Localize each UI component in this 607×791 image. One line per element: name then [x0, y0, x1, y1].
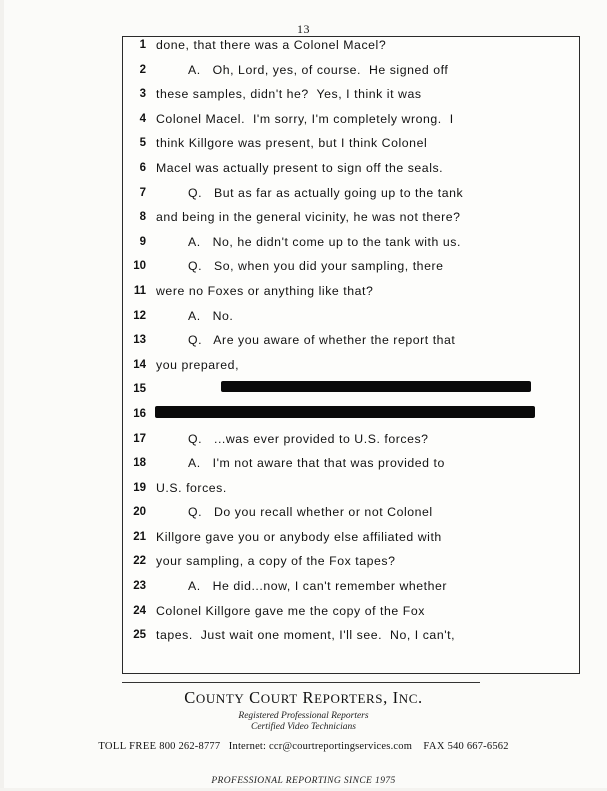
- transcript-line: [122, 307, 580, 332]
- reporting-company-name: [0, 688, 607, 708]
- line-number: 13: [133, 334, 146, 347]
- transcript-line: [122, 602, 580, 627]
- line-number: 7: [139, 186, 146, 199]
- transcript-line: [122, 356, 580, 381]
- line-number: 22: [133, 555, 146, 568]
- transcript-line: [122, 503, 580, 528]
- line-number: 4: [139, 112, 146, 125]
- transcript-line: [122, 159, 580, 184]
- company-name-part-5: R: [297, 688, 315, 707]
- transcript-line: [122, 233, 580, 258]
- transcript-line: [122, 110, 580, 135]
- fax-label: FAX: [423, 741, 445, 752]
- transcript-line: [122, 282, 580, 307]
- transcript-line: [122, 577, 580, 602]
- transcript-line: [122, 331, 580, 356]
- transcript-line: [122, 454, 580, 479]
- footer-divider: [122, 682, 480, 683]
- line-number: 19: [133, 481, 146, 494]
- line-number: 25: [133, 629, 146, 642]
- line-number: 11: [133, 284, 146, 297]
- line-text: these samples, didn't he? Yes, I think it was: [156, 87, 422, 102]
- page-number: 13: [297, 22, 310, 36]
- line-number: 16: [133, 407, 146, 420]
- document-footer: [0, 684, 607, 786]
- line-text: Q. So, when you did your sampling, there: [188, 259, 444, 274]
- line-number: 8: [139, 211, 146, 224]
- line-text: your sampling, a copy of the Fox tapes?: [156, 554, 396, 569]
- line-text: A. I'm not aware that that was provided to: [188, 456, 445, 471]
- line-text: Q. But as far as actually going up to the tank: [188, 185, 464, 200]
- line-text: Colonel Macel. I'm sorry, I'm completely wrong. I: [156, 111, 454, 126]
- fax-number: 540 667-6562: [447, 741, 509, 752]
- transcript-line: [122, 61, 580, 86]
- internet-label: Internet:: [228, 741, 267, 752]
- line-number: 23: [133, 580, 146, 593]
- line-text: A. He did...now, I can't remember whether: [188, 579, 448, 594]
- line-text: U.S. forces.: [156, 480, 227, 495]
- transcript-line: [122, 36, 580, 61]
- line-number: 6: [139, 161, 146, 174]
- email-address[interactable]: ccr@courtreportingservices.com: [269, 741, 413, 752]
- credential-line-2: Certified Video Technicians: [250, 722, 356, 732]
- line-text: and being in the general vicinity, he was not there?: [156, 210, 461, 225]
- redaction-bar-line-15: [155, 406, 535, 418]
- line-number: 18: [133, 457, 146, 470]
- line-text: were no Foxes or anything like that?: [156, 283, 374, 298]
- line-text: Colonel Killgore gave me the copy of the Fox: [156, 603, 425, 618]
- transcript-line: [122, 626, 580, 651]
- line-number: 12: [133, 309, 146, 322]
- transcript-lines: [122, 36, 580, 674]
- line-text: A. No.: [188, 308, 234, 323]
- company-name-part-7: , I: [383, 688, 399, 707]
- line-text: tapes. Just wait one moment, I'll see. No, I can't,: [156, 628, 456, 643]
- line-text: Q. ...was ever provided to U.S. forces?: [188, 431, 429, 446]
- line-number: 9: [139, 235, 146, 248]
- line-number: 21: [133, 530, 146, 543]
- line-number: 24: [133, 604, 146, 617]
- toll-free-label: TOLL FREE: [98, 741, 157, 752]
- company-name-part-6: EPORTERS: [314, 691, 384, 706]
- transcript-line: [122, 528, 580, 553]
- line-text: Q. Are you aware of whether the report that: [188, 333, 456, 348]
- company-name-part-8: NC: [398, 691, 418, 706]
- company-name-part-3: C: [244, 688, 261, 707]
- line-number: 17: [133, 432, 146, 445]
- line-number: 2: [139, 63, 146, 76]
- transcript-line: [122, 184, 580, 209]
- scan-edge-left: [0, 0, 4, 791]
- line-number: 15: [133, 383, 146, 396]
- footer-tagline: PROFESSIONAL REPORTING SINCE 1975: [211, 776, 396, 786]
- transcript-line: [122, 85, 580, 110]
- line-number: 20: [133, 506, 146, 519]
- company-name-part-9: .: [417, 688, 423, 707]
- line-number: 14: [133, 358, 146, 371]
- line-text: done, that there was a Colonel Macel?: [156, 38, 387, 52]
- redaction-bar-line-14: [221, 381, 531, 392]
- line-number: 3: [139, 88, 146, 101]
- line-text: you prepared,: [156, 357, 240, 372]
- transcript-line: [122, 257, 580, 282]
- toll-free-number: 800 262-8777: [159, 741, 221, 752]
- company-name-part-1: C: [184, 688, 196, 707]
- line-number: 5: [139, 137, 146, 150]
- line-text: think Killgore was present, but I think Colonel: [156, 136, 428, 151]
- line-text: Killgore gave you or anybody else affiliated with: [156, 529, 442, 544]
- line-text: A. No, he didn't come up to the tank with us.: [188, 234, 461, 249]
- credential-line-1: Registered Professional Reporters: [238, 711, 369, 721]
- line-number: 10: [133, 260, 146, 273]
- line-text: Q. Do you recall whether or not Colonel: [188, 505, 433, 520]
- company-name-part-4: OURT: [260, 691, 298, 706]
- transcript-line: [122, 552, 580, 577]
- line-text: Macel was actually present to sign off the seals.: [156, 160, 444, 175]
- transcript-line: [122, 208, 580, 233]
- transcript-line: [122, 479, 580, 504]
- contact-line: [0, 741, 607, 752]
- transcript-line: [122, 430, 580, 455]
- company-name-part-2: OUNTY: [195, 691, 245, 706]
- line-number: 1: [139, 39, 146, 51]
- line-text: A. Oh, Lord, yes, of course. He signed off: [188, 62, 449, 77]
- transcript-line: [122, 134, 580, 159]
